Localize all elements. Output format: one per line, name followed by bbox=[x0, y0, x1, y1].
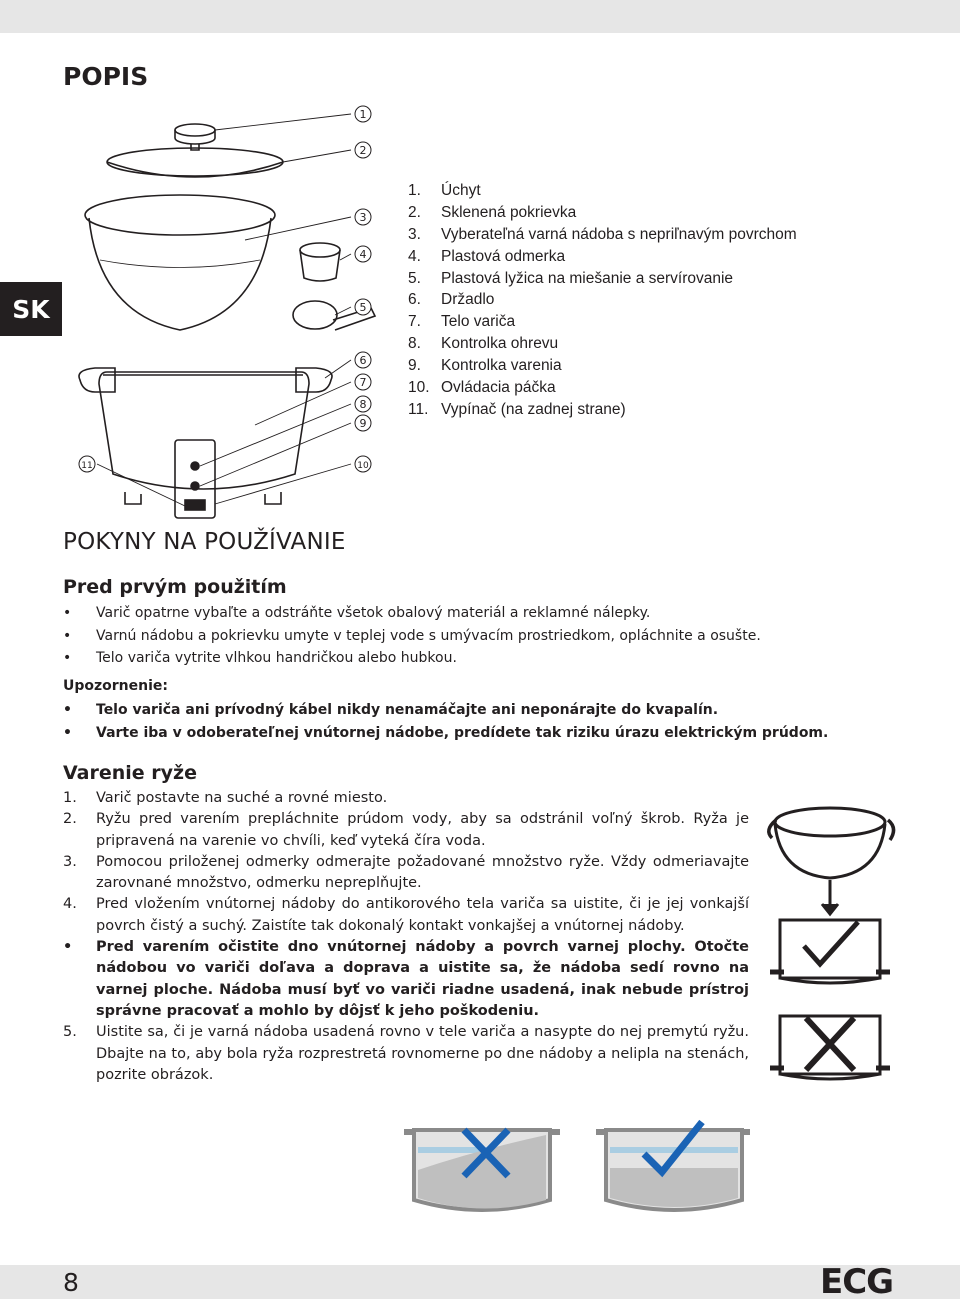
callout-3 bbox=[355, 209, 371, 225]
glass-lid bbox=[107, 148, 283, 176]
step-item: 1. Varič postavte na suché a rovné miesto. bbox=[63, 790, 388, 806]
rice-cooker-diagram bbox=[55, 100, 385, 520]
step-item: • Pred varením očistite dno vnútornej nádoby a povrch varnej plochy. Otočte nádobou vo variči doľava a doprava a uistite sa, že nádoba sedí rovno na varnej ploche. Nádoba musí byť vo variči riadne usadená, inak nebude prístroj správne pracovať a mohlo by dôjsť k jeho poškodeniu. bbox=[63, 939, 749, 1019]
list-item: 2. Sklenená pokrievka bbox=[408, 203, 577, 221]
svg-text:5: 5 bbox=[359, 301, 367, 314]
inner-pot-icon bbox=[775, 808, 885, 836]
list-item: 9. Kontrolka varenia bbox=[408, 357, 562, 375]
callout-5 bbox=[355, 299, 371, 315]
callout-9 bbox=[355, 415, 371, 431]
list-item: 4. Plastová odmerka bbox=[408, 247, 566, 265]
warning-list bbox=[63, 699, 829, 744]
usage-heading: POKYNY NA POUŽÍVANIE bbox=[63, 529, 346, 555]
svg-text:11: 11 bbox=[81, 461, 93, 471]
rice-cooking-heading: Varenie ryže bbox=[63, 762, 197, 784]
checkmark-icon bbox=[804, 922, 858, 964]
list-item: 5. Plastová lyžica na miešanie a servírovanie bbox=[408, 269, 734, 287]
cross-icon bbox=[806, 1018, 854, 1070]
before-first-use-list bbox=[63, 602, 763, 670]
parts-list bbox=[408, 180, 797, 421]
pot-seating-illustration bbox=[762, 800, 912, 1100]
list-item: 1. Úchyt bbox=[408, 182, 481, 199]
page-number: 8 bbox=[63, 1268, 79, 1297]
wrong-distribution bbox=[404, 1130, 560, 1210]
callout-11 bbox=[79, 456, 95, 472]
callout-10 bbox=[355, 456, 371, 472]
step-item: 3. Pomocou priloženej odmerky odmerajte požadované množstvo ryže. Vždy odmeriavajte zarovnané množstvo, odmerku nepreplňujte. bbox=[63, 853, 749, 892]
svg-text:3: 3 bbox=[359, 211, 367, 224]
list-item: 3. Vyberateľná varná nádoba s nepriľnavým povrchom bbox=[408, 225, 797, 243]
inner-pot bbox=[85, 195, 275, 235]
list-item: • Varte iba v odoberateľnej vnútornej nádobe, predídete tak riziku úrazu elektrickým prúdom. bbox=[63, 722, 763, 745]
step-item: 4. Pred vložením vnútornej nádoby do antikorového tela variča sa uistite, či je jej vonkajší povrch čistý a suchý. Zaistíte tak dokonalý kontakt vonkajšej a vnútornej nádoby. bbox=[63, 896, 749, 934]
list-item: • Varnú nádobu a pokrievku umyte v teplej vode s umývacím prostriedkom, opláchnite a osušte. bbox=[63, 625, 763, 648]
top-bar bbox=[0, 0, 960, 33]
rice-distribution-illustration bbox=[404, 1090, 750, 1220]
list-item: 10. Ovládacia páčka bbox=[408, 379, 556, 397]
step-item: 2. Ryžu pred varením prepláchnite prúdom vody, aby sa odstránil voľný škrob. Ryža je pripravená na varenie vo chvíli, keď vyteká číra voda. bbox=[63, 811, 749, 849]
measuring-cup bbox=[300, 243, 340, 257]
serving-spoon bbox=[293, 301, 337, 329]
callout-4 bbox=[355, 246, 371, 262]
list-item: 6. Držadlo bbox=[408, 291, 495, 309]
cooker-body bbox=[99, 372, 309, 489]
page-title: POPIS bbox=[63, 62, 149, 91]
list-item: • Telo variča vytrite vlhkou handričkou alebo hubkou. bbox=[63, 647, 763, 670]
brand-logo: ECG bbox=[820, 1262, 894, 1302]
lid-knob bbox=[175, 124, 215, 136]
callout-6 bbox=[355, 352, 371, 368]
step-item: 5. Uistite sa, či je varná nádoba usadená rovno v tele variča a nasypte do nej premytú ryžu. Dbajte na to, aby bola ryža rozprestretá rovnomerne po dne nádoby a nelipla na stenách, pozrite obrázok. bbox=[63, 1024, 749, 1083]
svg-text:10: 10 bbox=[357, 461, 369, 471]
svg-text:7: 7 bbox=[359, 376, 367, 389]
list-item: 7. Telo variča bbox=[408, 313, 516, 331]
svg-text:6: 6 bbox=[359, 354, 367, 367]
svg-text:1: 1 bbox=[359, 108, 367, 121]
svg-text:8: 8 bbox=[359, 398, 367, 411]
list-item: 8. Kontrolka ohrevu bbox=[408, 335, 559, 353]
callout-7 bbox=[355, 374, 371, 390]
rice-steps bbox=[63, 788, 749, 1086]
footer-bar bbox=[0, 1265, 960, 1299]
list-item: • Varič opatrne vybaľte a odstráňte všetok obalový materiál a reklamné nálepky. bbox=[63, 602, 763, 625]
correct-distribution bbox=[596, 1122, 750, 1210]
warning-label: Upozornenie: bbox=[63, 678, 168, 694]
before-first-use-heading: Pred prvým použitím bbox=[63, 576, 287, 598]
svg-text:4: 4 bbox=[359, 248, 367, 261]
svg-text:9: 9 bbox=[359, 417, 367, 430]
callout-2 bbox=[355, 142, 371, 158]
svg-text:2: 2 bbox=[359, 144, 367, 157]
language-tab: SK bbox=[0, 282, 62, 336]
callout-8 bbox=[355, 396, 371, 412]
list-item: • Telo variča ani prívodný kábel nikdy nenamáčajte ani neponárajte do kvapalín. bbox=[63, 699, 763, 722]
list-item: 11. Vypínač (na zadnej strane) bbox=[408, 400, 626, 418]
callout-1 bbox=[355, 106, 371, 122]
